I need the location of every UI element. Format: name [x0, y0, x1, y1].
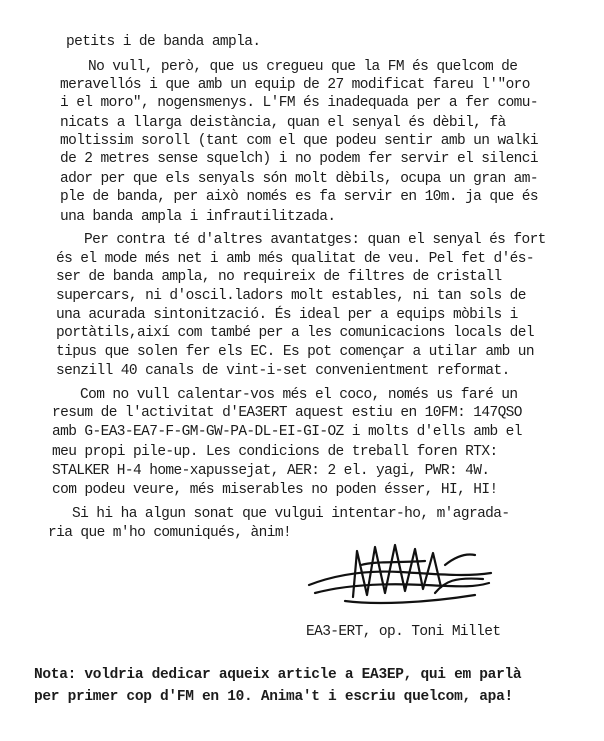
text-line-11: Per contra té d'altres avantatges: quan el senyal és fort	[84, 232, 546, 248]
text-line-20: resum de l'activitat d'EA3ERT aquest estiu en 10FM: 147QSO	[52, 405, 522, 421]
text-line-5: nicats a llarga deistància, quan el senyal és dèbil, fà	[60, 115, 506, 131]
text-line-8: ador per que els senyals són molt dèbils, ocupa un gran am-	[60, 171, 538, 187]
text-line-3: meravellós i que amb un equip de 27 modificat fareu l'"oro	[60, 77, 530, 93]
text-line-1: petits i de banda ampla.	[66, 34, 261, 50]
text-line-4: i el moro", nogensmenys. L'FM és inadequada per a fer comu-	[60, 95, 538, 111]
text-line-23: STALKER H-4 home-xapussejat, AER: 2 el. yagi, PWR: 4W.	[52, 463, 490, 479]
text-line-16: portàtils,així com també per a les comunicacions locals del	[56, 325, 534, 341]
signature-line: EA3-ERT, op. Toni Millet	[306, 624, 501, 640]
text-line-9: ple de banda, per això només es fa servir en 10m. ja que és	[60, 189, 538, 205]
handwritten-signature	[305, 535, 495, 615]
text-line-15: una acurada sintonització. És ideal per a equips mòbils i	[56, 307, 518, 323]
text-line-13: ser de banda ampla, no requireix de filtres de cristall	[56, 269, 502, 285]
text-line-24: com podeu veure, més miserables no poden ésser, HI, HI!	[52, 482, 498, 498]
note-line-2: per primer cop d'FM en 10. Anima't i escriu quelcom, apa!	[34, 689, 513, 705]
text-line-25: Si hi ha algun sonat que vulgui intentar-ho, m'agrada-	[72, 506, 510, 522]
text-line-26: ria que m'ho comuniqués, ànim!	[48, 525, 292, 541]
text-line-2: No vull, però, que us cregueu que la FM és quelcom de	[88, 59, 518, 75]
text-line-6: moltissim soroll (tant com el que podeu sentir amb un walki	[60, 133, 538, 149]
text-line-21: amb G-EA3-EA7-F-GM-GW-PA-DL-EI-GI-OZ i molts d'ells amb el	[52, 424, 522, 440]
text-line-19: Com no vull calentar-vos més el coco, només us faré un	[80, 387, 518, 403]
text-line-7: de 2 metres sense squelch) i no podem fer servir el silenci	[60, 151, 538, 167]
text-line-12: és el mode més net i amb més qualitat de veu. Pel fet d'és-	[56, 251, 534, 267]
text-line-10: una banda ampla i infrautilitzada.	[60, 209, 336, 225]
text-line-17: tipus que solen fer els EC. Es pot començar a utilar amb un	[56, 344, 534, 360]
text-line-18: senzill 40 canals de vint-i-set convenientment reformat.	[56, 363, 510, 379]
text-line-22: meu propi pile-up. Les condicions de treball foren RTX:	[52, 444, 498, 460]
note-line-1: Nota: voldria dedicar aqueix article a EA3EP, qui em parlà	[34, 667, 522, 683]
text-line-14: supercars, ni d'oscil.ladors molt estables, ni tan sols de	[56, 288, 526, 304]
